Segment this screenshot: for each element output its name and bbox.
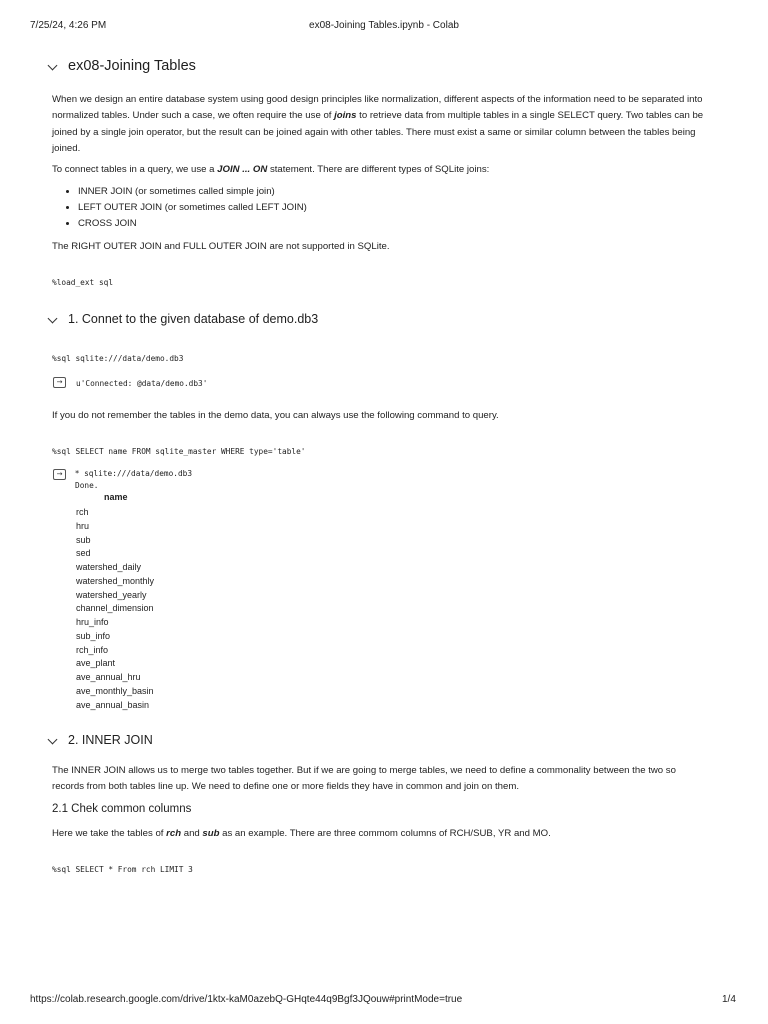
intro-paragraph [52, 92, 708, 157]
intro-emphasis: joins [334, 110, 357, 122]
output-arrow-icon[interactable]: → [53, 377, 66, 388]
code-cell-connect[interactable]: %sql sqlite:///data/demo.db3 [52, 354, 184, 363]
table-row: channel_dimension [76, 603, 154, 614]
example-text-a: Here we take the tables of [52, 828, 167, 839]
example-emphasis-rch: rch [166, 828, 182, 839]
table-row: ave_monthly_basin [76, 685, 154, 696]
chevron-down-icon[interactable] [48, 61, 58, 71]
code-cell-load-ext[interactable]: %load_ext sql [52, 278, 114, 287]
table-row: hru [76, 520, 90, 531]
intro-text-a: When we design an entire database system using good design principles like normalization, different aspects of the information need to be separated into normalized tables. Under such a case, we often require the use of [52, 94, 703, 122]
not-supported-text: The RIGHT OUTER JOIN and FULL OUTER JOIN are not supported in SQLite. [52, 241, 390, 252]
join-types-list [52, 184, 307, 232]
example-paragraph [52, 826, 702, 842]
table-row: rch_info [76, 644, 109, 655]
example-text-b: and [181, 828, 203, 839]
chevron-down-icon[interactable] [48, 314, 58, 324]
inner-join-intro: The INNER JOIN allows us to merge two tables together. But if we are going to merge tables, we need to define a commonality between the two so records from both tables line up. We need to define one or more fields they have in common and join on them. [52, 765, 676, 793]
example-text-c: as an example. There are three commom columns of RCH/SUB, YR and MO. [219, 828, 551, 839]
chevron-down-icon[interactable] [48, 735, 58, 745]
table-row: rch [76, 507, 89, 517]
connect-text-a: To connect tables in a query, we use a [52, 164, 218, 175]
print-url: https://colab.research.google.com/drive/1ktx-kaM0azebQ-GHqte44q9Bgf3JQouw#printMode=true [30, 994, 463, 1005]
table-row: watershed_monthly [76, 575, 155, 586]
table-header-name: name [104, 492, 128, 502]
code-cell-query[interactable]: %sql SELECT name FROM sqlite_master WHERE type='table' [52, 447, 306, 456]
list-item: • LEFT OUTER JOIN (or sometimes called LEFT JOIN) [78, 200, 307, 216]
section-title-2: 2. INNER JOIN [68, 733, 153, 747]
section-title-1: 1. Connet to the given database of demo.db3 [68, 312, 319, 326]
section-title-main: ex08-Joining Tables [68, 58, 196, 74]
table-row: sub [76, 534, 91, 545]
intro-text-b: to retrieve data from multiple tables in a single SELECT query. Two tables can be joined by a single join operator, but the result can be joined again with other tables. There must exist a same or similar column between the tables being joined. [52, 110, 704, 154]
table-row: hru_info [76, 617, 109, 627]
print-datetime: 7/25/24, 4:26 PM [30, 20, 107, 31]
table-row: watershed_daily [76, 562, 142, 572]
remember-text: If you do not remember the tables in the demo data, you can always use the following command to query. [52, 410, 499, 421]
output-sqlite-line: * sqlite:///data/demo.db3 [70, 469, 193, 478]
table-row: watershed_yearly [76, 589, 147, 600]
output-connected: u'Connected: @data/demo.db3' [76, 379, 208, 388]
table-row: sub_info [76, 630, 111, 641]
list-item: • INNER JOIN (or sometimes called simple join) [78, 184, 307, 200]
print-title: ex08-Joining Tables.ipynb - Colab [309, 20, 459, 31]
table-row: ave_plant [76, 658, 116, 669]
connect-paragraph [52, 162, 702, 178]
subsection-title: 2.1 Chek common columns [52, 803, 192, 815]
example-emphasis-sub: sub [202, 828, 220, 839]
results-table [76, 492, 154, 712]
table-row: ave_annual_basin [76, 699, 150, 710]
table-row: sed [76, 548, 91, 559]
print-page-number: 1/4 [722, 994, 736, 1005]
list-item: • CROSS JOIN [78, 216, 307, 232]
output-arrow-icon[interactable]: → [53, 469, 66, 480]
output-done-line: Done. [75, 481, 99, 490]
connect-emphasis: JOIN ... ON [217, 164, 268, 175]
connect-text-b: statement. There are different types of SQLite joins: [267, 164, 490, 175]
code-cell-select-rch[interactable]: %sql SELECT * From rch LIMIT 3 [52, 865, 193, 874]
table-row: ave_annual_hru [76, 672, 141, 682]
